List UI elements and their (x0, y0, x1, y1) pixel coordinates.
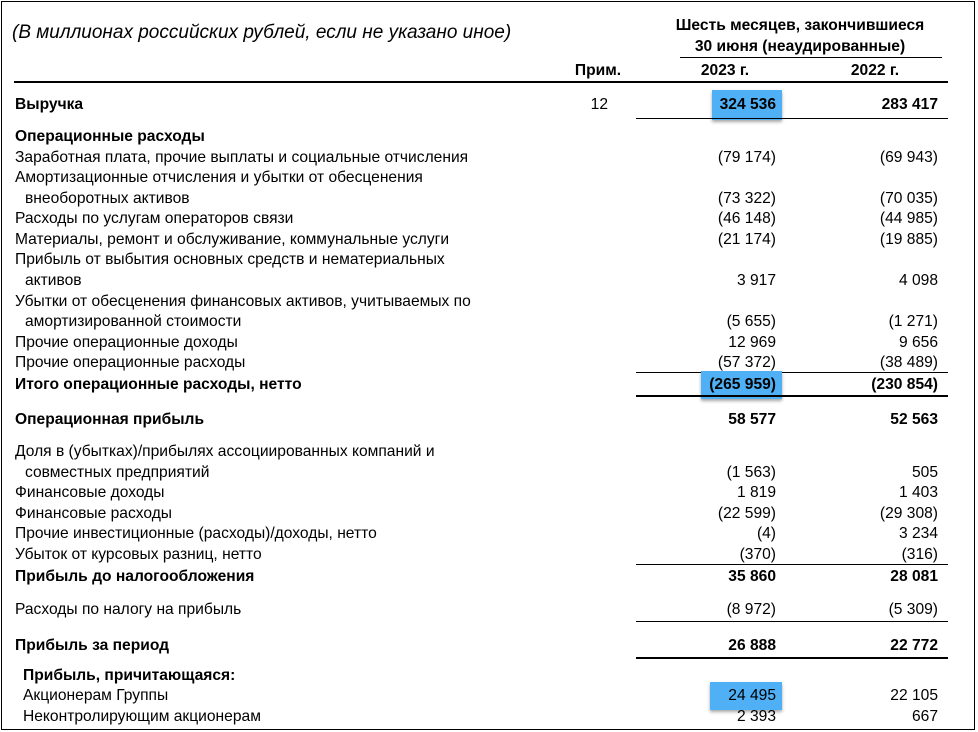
revenue-rule (636, 118, 948, 119)
row-2023-finance-income: 1 819 (736, 484, 776, 501)
row-2023-depreciation: (73 322) (717, 190, 776, 207)
row-2023-other-investing: (4) (756, 525, 776, 542)
row-2022-total-opex: (230 854) (871, 376, 938, 393)
row-label-noncontrolling: Неконтролирующим акционерам (23, 708, 261, 725)
header-bottom-rule (14, 81, 948, 83)
row-label-disposal-2: активов (25, 272, 82, 289)
highlight-shareholders-2023: 24 495 (710, 682, 782, 710)
units-caption: (В миллионах российских рублей, если не указано иное) (12, 22, 512, 43)
row-2022-noncontrolling: 667 (911, 708, 938, 725)
row-label-disposal-1: Прибыль от выбытия основных средств и нематериальных (15, 251, 445, 268)
row-label-shareholders: Акционерам Группы (23, 687, 169, 704)
row-2023-income-tax: (8 972) (726, 601, 776, 618)
row-2023-noncontrolling: 2 393 (736, 708, 776, 725)
row-2023-salaries: (79 174) (717, 149, 776, 166)
row-2022-finance-income: 1 403 (898, 484, 938, 501)
row-2022-associates: 505 (911, 464, 938, 481)
row-label-associates-2: совместных предприятий (25, 464, 210, 481)
row-label-other-expenses: Прочие операционные расходы (15, 354, 246, 371)
row-2023-shareholders (636, 687, 776, 710)
row-2022-salaries: (69 943) (879, 149, 938, 166)
header-rule (680, 57, 942, 58)
opex-subtotal-rule-bottom (636, 395, 948, 397)
row-label-finance-costs: Финансовые расходы (15, 505, 173, 522)
profit-for-period-rule (636, 657, 948, 659)
row-2023-revenue (636, 96, 776, 120)
row-2023-other-income: 12 969 (728, 334, 776, 351)
row-label-opex-heading: Операционные расходы (15, 128, 205, 145)
highlight-revenue-2023: 324 536 (712, 90, 782, 120)
row-2023-finance-costs: (22 599) (717, 505, 776, 522)
row-label-profit-before-tax: Прибыль до налогообложения (15, 568, 255, 585)
row-label-finance-income: Финансовые доходы (15, 484, 165, 501)
row-2023-telecom: (46 148) (717, 210, 776, 227)
row-2022-finance-costs: (29 308) (879, 505, 938, 522)
row-2022-shareholders: 22 105 (890, 687, 938, 704)
row-2022-other-investing: 3 234 (898, 525, 938, 542)
row-2022-other-expenses: (38 489) (879, 354, 938, 371)
row-label-revenue: Выручка (15, 96, 84, 113)
row-2022-disposal: 4 098 (898, 272, 938, 289)
row-2022-materials: (19 885) (879, 231, 938, 248)
tax-rule (636, 621, 948, 622)
column-header-2022: 2022 г. (850, 62, 900, 79)
row-label-operating-profit: Операционная прибыль (15, 411, 205, 428)
row-2023-materials: (21 174) (717, 231, 776, 248)
row-2022-depreciation: (70 035) (879, 190, 938, 207)
row-2023-impairment: (5 655) (726, 313, 776, 330)
row-label-other-investing: Прочие инвестиционные (расходы)/доходы, нетто (15, 525, 377, 542)
row-label-telecom: Расходы по услугам операторов связи (15, 210, 294, 227)
period-header-line1: Шесть месяцев, закончившиеся (675, 17, 925, 34)
row-2022-revenue: 283 417 (881, 96, 938, 113)
row-note-revenue: 12 (590, 96, 608, 113)
row-label-depreciation-1: Амортизационные отчисления и убытки от обесценения (15, 169, 423, 186)
pretax-rule (636, 564, 948, 565)
opex-subtotal-rule-top (636, 372, 948, 373)
row-label-salaries: Заработная плата, прочие выплаты и социальные отчисления (15, 149, 469, 166)
row-label-materials: Материалы, ремонт и обслуживание, коммунальные услуги (15, 231, 450, 248)
row-label-associates-1: Доля в (убытках)/прибылях ассоциированных компаний и (15, 443, 435, 460)
row-label-other-income: Прочие операционные доходы (15, 334, 238, 351)
row-2022-operating-profit: 52 563 (890, 411, 938, 428)
row-2022-profit-for-period: 22 772 (890, 637, 938, 654)
row-label-impairment-2: амортизированной стоимости (25, 313, 242, 330)
row-label-depreciation-2: внеоборотных активов (25, 190, 190, 207)
row-2023-profit-for-period: 26 888 (728, 637, 776, 654)
row-label-profit-for-period: Прибыль за период (15, 637, 170, 654)
row-label-total-opex: Итого операционные расходы, нетто (15, 376, 302, 393)
period-header-line2: 30 июня (неаудированные) (694, 38, 906, 55)
row-label-income-tax: Расходы по налогу на прибыль (15, 601, 242, 618)
row-2023-fx-loss: (370) (739, 546, 776, 563)
highlight-total-opex-2023: (265 959) (701, 371, 782, 399)
column-header-2023: 2023 г. (700, 62, 750, 79)
row-2022-other-income: 9 656 (898, 334, 938, 351)
row-2023-other-expenses: (57 372) (717, 354, 776, 371)
row-2023-profit-before-tax: 35 860 (728, 568, 776, 585)
row-2022-impairment: (1 271) (888, 313, 938, 330)
row-2023-disposal: 3 917 (736, 272, 776, 289)
row-2023-associates: (1 563) (726, 464, 776, 481)
row-2022-income-tax: (5 309) (888, 601, 938, 618)
row-2022-fx-loss: (316) (901, 546, 938, 563)
note-column-header: Прим. (574, 62, 622, 79)
row-2022-profit-before-tax: 28 081 (890, 568, 938, 585)
row-2023-operating-profit: 58 577 (728, 411, 776, 428)
row-label-impairment-1: Убытки от обесценения финансовых активов, учитываемых по (15, 293, 471, 310)
row-2022-telecom: (44 985) (879, 210, 938, 227)
row-label-fx-loss: Убыток от курсовых разниц, нетто (15, 546, 262, 563)
row-label-attributable-heading: Прибыль, причитающаяся: (23, 667, 236, 684)
